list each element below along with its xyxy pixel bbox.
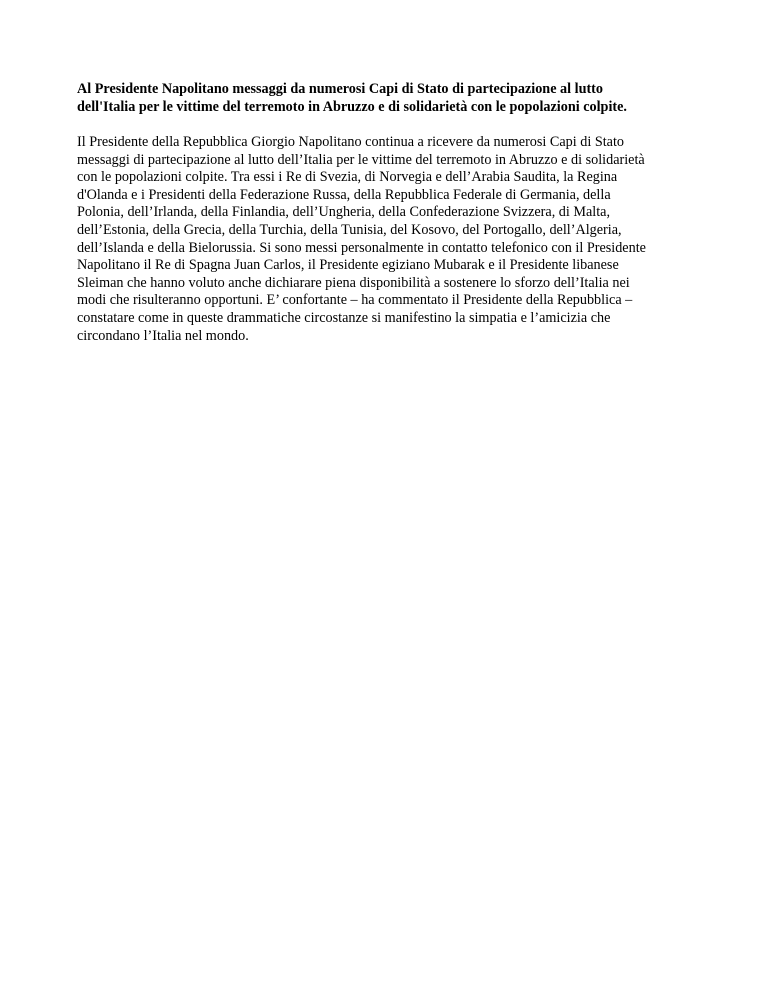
document-page xyxy=(77,80,717,345)
document-title: Al Presidente Napolitano messaggi da numerosi Capi di Stato di partecipazione al lutto dell'Italia per le vittime del terremoto in Abruzzo e di solidarietà con le popolazioni colpite. xyxy=(77,81,627,115)
document-body: Il Presidente della Repubblica Giorgio Napolitano continua a ricevere da numerosi Capi di Stato messaggi di partecipazione al lutto dell’Italia per le vittime del terremoto in Abruzzo e di solidarietà con le popolazioni colpite. Tra essi i Re di Svezia, di Norvegia e dell’Arabia Saudita, la Regina d'Olanda e i Presidenti della Federazione Russa, della Repubblica Federale di Germania, della Polonia, dell’Irlanda, della Finlandia, dell’Ungheria, della Confederazione Svizzera, di Malta, dell’Estonia, della Grecia, della Turchia, della Tunisia, del Kosovo, del Portogallo, dell’Algeria, dell’Islanda e della Bielorussia. Si sono messi personalmente in contatto telefonico con il Presidente Napolitano il Re di Spagna Juan Carlos, il Presidente egiziano Mubarak e il Presidente libanese Sleiman che hanno voluto anche dichiarare piena disponibilità a sostenere lo sforzo dell’Italia nei modi che risulteranno opportuni. E’ confortante – ha commentato il Presidente della Repubblica – constatare come in queste drammatiche circostanze si manifestino la simpatia e l’amicizia che circondano l’Italia nel mondo. xyxy=(77,134,646,344)
